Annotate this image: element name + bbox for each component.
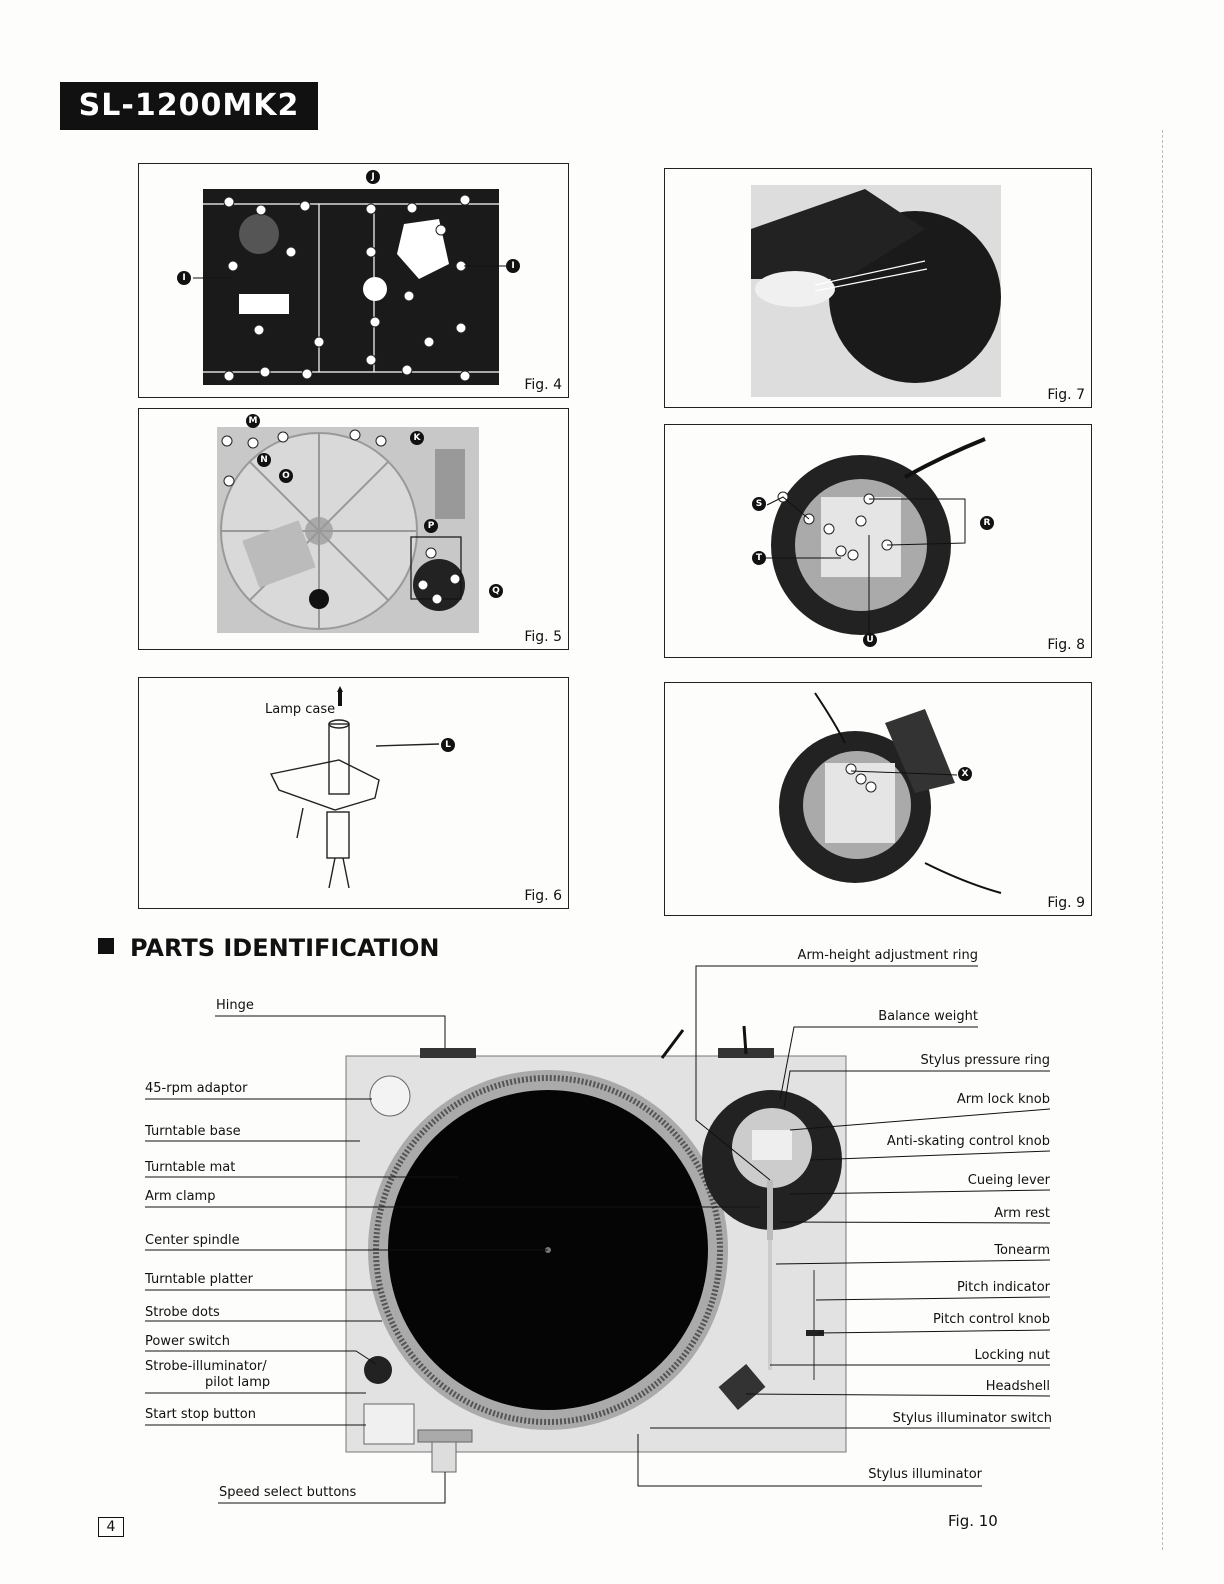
label-stylus-illuminator-switch: Stylus illuminator switch — [892, 1411, 1052, 1426]
label-hinge: Hinge — [216, 998, 254, 1013]
page-number: 4 — [98, 1517, 124, 1537]
fig10-label: Fig. 10 — [948, 1512, 998, 1530]
label-center-spindle: Center spindle — [145, 1233, 240, 1248]
label-pilot-lamp: pilot lamp — [205, 1375, 271, 1390]
callout-n: N — [257, 453, 271, 467]
figure-8 — [664, 424, 1092, 658]
fig6-label: Fig. 6 — [524, 888, 562, 904]
label-turntable-base: Turntable base — [145, 1124, 241, 1139]
label-arm-clamp: Arm clamp — [145, 1189, 216, 1204]
label-locking-nut: Locking nut — [974, 1348, 1050, 1363]
callout-k: K — [410, 431, 424, 445]
figure-5 — [138, 408, 569, 650]
callout-i-left: I — [177, 271, 191, 285]
callout-u: U — [863, 633, 877, 647]
label-45rpm-adaptor: 45-rpm adaptor — [145, 1081, 248, 1096]
callout-m: M — [246, 414, 260, 428]
figure-7 — [664, 168, 1092, 408]
section-bullet — [98, 938, 114, 954]
callout-x: X — [958, 767, 972, 781]
label-arm-height-ring: Arm-height adjustment ring — [797, 948, 978, 963]
label-power-switch: Power switch — [145, 1334, 230, 1349]
label-anti-skating-knob: Anti-skating control knob — [886, 1134, 1050, 1149]
callout-r: R — [980, 516, 994, 530]
callout-j: J — [366, 170, 380, 184]
label-stylus-illuminator: Stylus illuminator — [868, 1467, 982, 1482]
label-pitch-indicator: Pitch indicator — [956, 1280, 1050, 1295]
label-tonearm: Tonearm — [994, 1243, 1050, 1258]
label-turntable-platter: Turntable platter — [145, 1272, 253, 1287]
section-title-text: PARTS IDENTIFICATION — [130, 934, 440, 962]
fig9-photo — [665, 683, 1091, 915]
label-balance-weight: Balance weight — [878, 1009, 978, 1024]
label-strobe-illuminator: Strobe-illuminator/ — [145, 1359, 267, 1374]
label-turntable-mat: Turntable mat — [145, 1160, 236, 1175]
callout-s: S — [752, 497, 766, 511]
callout-p: P — [424, 519, 438, 533]
callout-o: O — [279, 469, 293, 483]
callout-q: Q — [489, 584, 503, 598]
fig5-label: Fig. 5 — [524, 629, 562, 645]
label-strobe-dots: Strobe dots — [145, 1305, 220, 1320]
label-start-stop-button: Start stop button — [145, 1407, 256, 1422]
fig4-photo — [139, 164, 568, 397]
label-arm-rest: Arm rest — [994, 1206, 1050, 1221]
fig7-label: Fig. 7 — [1047, 387, 1085, 403]
fig7-photo — [665, 169, 1091, 407]
section-title — [98, 934, 439, 962]
label-pitch-control-knob: Pitch control knob — [933, 1312, 1050, 1327]
label-speed-select-buttons: Speed select buttons — [219, 1485, 357, 1500]
figure-6 — [138, 677, 569, 909]
figure-9 — [664, 682, 1092, 916]
model-badge: SL-1200MK2 — [60, 82, 318, 130]
lamp-case-label: Lamp case — [265, 702, 336, 717]
label-cueing-lever: Cueing lever — [967, 1173, 1050, 1188]
fig5-photo — [139, 409, 568, 649]
margin-rule — [1162, 130, 1164, 1550]
fig8-photo — [665, 425, 1091, 657]
fig4-label: Fig. 4 — [524, 377, 562, 393]
fig6-photo — [139, 678, 568, 908]
label-stylus-pressure-ring: Stylus pressure ring — [920, 1053, 1050, 1068]
label-arm-lock-knob: Arm lock knob — [956, 1092, 1050, 1107]
callout-l: L — [441, 738, 455, 752]
fig8-label: Fig. 8 — [1047, 637, 1085, 653]
label-headshell: Headshell — [985, 1379, 1050, 1394]
figure-4 — [138, 163, 569, 398]
callout-i-right: I — [506, 259, 520, 273]
fig9-label: Fig. 9 — [1047, 895, 1085, 911]
callout-t: T — [752, 551, 766, 565]
